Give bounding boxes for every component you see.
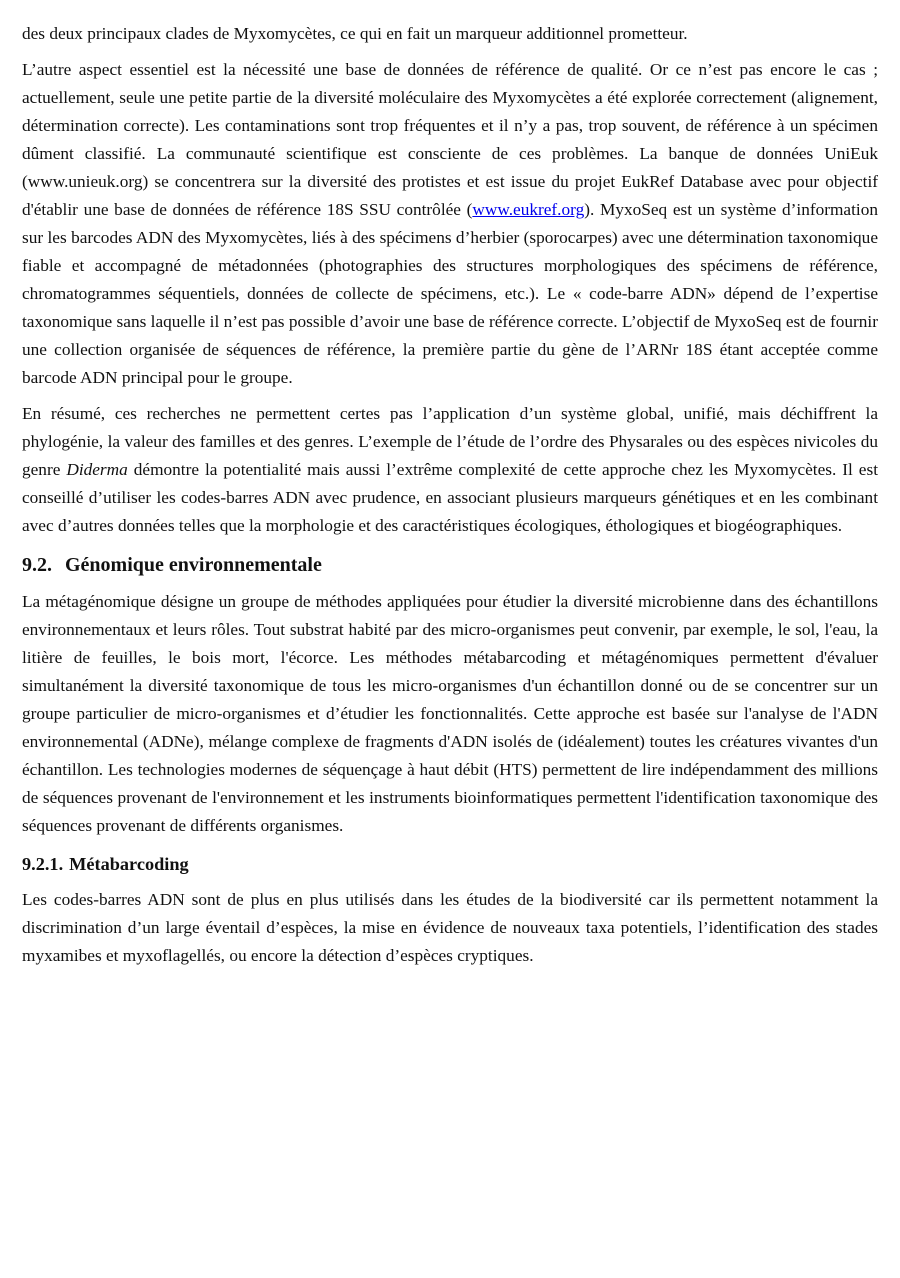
paragraph-reference-database <box>22 56 878 392</box>
section-number: 9.2.1. <box>22 854 64 874</box>
section-title: Génomique environnementale <box>65 554 322 576</box>
section-number: 9.2. <box>22 554 52 576</box>
genus-name-diderma: Diderma <box>66 460 128 479</box>
paragraph-summary <box>22 400 878 540</box>
paragraph-metagenomique: La métagénomique désigne un groupe de méthodes appliquées pour étudier la diversité microbienne dans des échantillons environnementaux et leurs rôles. Tout substrat habité par des micro-organismes peut convenir, par exemple, le sol, l'eau, la litière de feuilles, le bois mort, l'écorce. Les méthodes métabarcoding et métagénomiques permettent d'évaluer simultanément la diversité taxonomique de tous les micro-organismes d'un échantillon donné ou de se concentrer sur un groupe particulier de micro-organismes et d’étudier les fonctionnalités. Cette approche est basée sur l'analyse de l'ADN environnemental (ADNe), mélange complexe de fragments d'ADN isolés de (idéalement) toutes les créatures vivantes d'un échantillon. Les technologies modernes de séquençage à haut débit (HTS) permettent de lire indépendamment des millions de séquences provenant de l'environnement et les instruments bioinformatiques permettent l'identification taxonomique des séquences provenant de différents organismes. <box>22 592 878 835</box>
section-heading-genomique-environnementale <box>22 552 878 578</box>
paragraph-text: démontre la potentialité mais aussi l’extrême complexité de cette approche chez les Myxomycètes. Il est conseillé d’utiliser les codes-barres ADN avec prudence, en associant plusieurs marqueurs génétiques et en les combinant avec d’autres données telles que la morphologie et des caractéristiques écologiques, éthologiques et biogéographiques. <box>22 460 878 535</box>
paragraph-intro: des deux principaux clades de Myxomycètes, ce qui en fait un marqueur additionnel prometteur. <box>22 24 688 43</box>
paragraph-text: ). MyxoSeq est un système d’information sur les barcodes ADN des Myxomycètes, liés à des spécimens d’herbier (sporocarpes) avec une détermination taxonomique fiable et accompagné de métadonnées (photographies des structures morphologiques des spécimens de référence, chromatogrammes séquentiels, données de collecte de spécimens, etc.). Le « code-barre ADN» dépend de l’expertise taxonomique sans laquelle il n’est pas possible d’avoir une base de référence correcte. L’objectif de MyxoSeq est de fournir une collection organisée de séquences de référence, la première partie du gène de l’ARNr 18S étant acceptée comme barcode ADN principal pour le groupe. <box>22 200 878 387</box>
eukref-link[interactable]: www.eukref.org <box>472 200 585 219</box>
paragraph-text: En résumé, ces recherches ne permettent certes pas l’application d’un système global, unifié, mais déchiffrent la phylogénie, la valeur des familles et des genres. L’exemple de l’étude de l’ordre des Physarales ou des espèces nivicoles du genre <box>22 404 878 479</box>
paragraph-barcodes: Les codes-barres ADN sont de plus en plus utilisés dans les études de la biodiversité car ils permettent notamment la discrimination d’un large éventail d’espèces, la mise en évidence de nouveaux taxa potentiels, l’identification des stades myxamibes et myxoflagellés, ou encore la détection d’espèces cryptiques. <box>22 890 878 965</box>
section-title: Métabarcoding <box>69 854 189 874</box>
section-heading-metabarcoding <box>22 852 878 877</box>
paragraph-text: L’autre aspect essentiel est la nécessité une base de données de référence de qualité. Or ce n’est pas encore le cas ; actuellement, seule une petite partie de la diversité moléculaire des Myxomycètes a été explorée correctement (alignement, détermination correcte). Les contaminations sont trop fréquentes et il n’y a pas, trop souvent, de référence à un spécimen dûment classifié. La communauté scientifique est consciente de ces problèmes. La banque de données UniEuk (www.unieuk.org) se concentrera sur la diversité des protistes et est issue du projet EukRef Database avec pour objectif d'établir une base de données de référence 18S SSU contrôlée ( <box>22 60 878 219</box>
